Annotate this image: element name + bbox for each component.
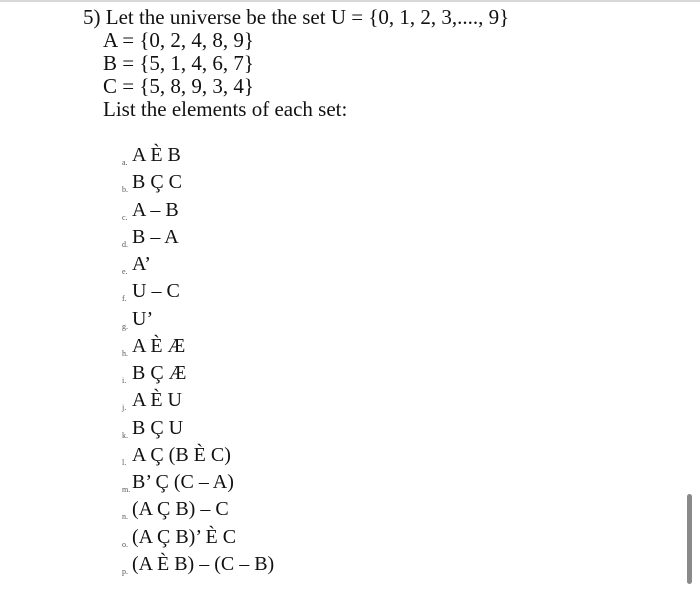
list-item <box>122 279 542 306</box>
list-item <box>122 525 542 552</box>
list-item <box>122 252 542 279</box>
list-item <box>122 143 542 170</box>
set-b-definition: B = {5, 1, 4, 6, 7} <box>103 51 255 75</box>
list-item <box>122 470 542 497</box>
item-expression: (A Ç B)’ È C <box>132 525 237 548</box>
item-expression: B Ç C <box>132 171 183 194</box>
item-marker: l. <box>122 457 127 467</box>
item-marker: c. <box>122 212 128 222</box>
item-expression: B’ Ç (C – A) <box>132 471 234 493</box>
set-c-definition: C = {5, 8, 9, 3, 4} <box>103 74 255 98</box>
item-marker: g. <box>122 321 128 331</box>
item-expression: (A Ç B) – C <box>132 498 229 521</box>
item-expression: A Ç (B È C) <box>132 443 231 466</box>
item-expression: A – B <box>132 198 179 221</box>
list-item <box>122 416 542 443</box>
list-item <box>122 552 542 579</box>
list-item <box>122 334 542 361</box>
item-marker: m. <box>122 485 131 494</box>
item-expression: U’ <box>132 307 154 330</box>
item-expression: B Ç U <box>132 416 184 439</box>
set-a-definition: A = {0, 2, 4, 8, 9} <box>103 28 255 52</box>
item-expression: A’ <box>132 253 151 275</box>
list-item <box>122 361 542 388</box>
item-marker: a. <box>122 158 128 167</box>
item-marker: e. <box>122 267 128 276</box>
list-item <box>122 388 542 415</box>
item-marker: d. <box>122 239 128 249</box>
item-expression: B Ç Æ <box>132 362 187 384</box>
item-expression: U – C <box>132 280 180 303</box>
item-expression: B – A <box>132 225 179 248</box>
problem-heading: 5) Let the universe be the set U = {0, 1, 2, 3,...., 9} <box>83 5 510 29</box>
list-item <box>122 225 542 252</box>
item-marker: o. <box>122 539 128 549</box>
instruction-text: List the elements of each set: <box>103 97 348 121</box>
list-item <box>122 497 542 524</box>
vertical-scrollbar[interactable] <box>687 494 692 584</box>
exercise-list <box>122 143 542 579</box>
item-expression: A È Æ <box>132 334 186 357</box>
item-marker: i. <box>122 376 127 385</box>
item-marker: h. <box>122 348 128 358</box>
list-item <box>122 443 542 470</box>
item-marker: k. <box>122 430 128 440</box>
item-expression: A È B <box>132 144 181 166</box>
item-marker: n. <box>122 512 128 522</box>
item-marker: j. <box>122 403 127 413</box>
item-expression: A È U <box>132 389 182 412</box>
list-item <box>122 170 542 197</box>
problem-block <box>83 6 683 121</box>
list-item <box>122 198 542 225</box>
list-item <box>122 307 542 334</box>
item-marker: f. <box>122 294 127 304</box>
item-marker: p. <box>122 566 128 576</box>
item-marker: b. <box>122 185 128 195</box>
top-divider <box>0 0 700 2</box>
item-expression: (A È B) – (C – B) <box>132 552 275 575</box>
